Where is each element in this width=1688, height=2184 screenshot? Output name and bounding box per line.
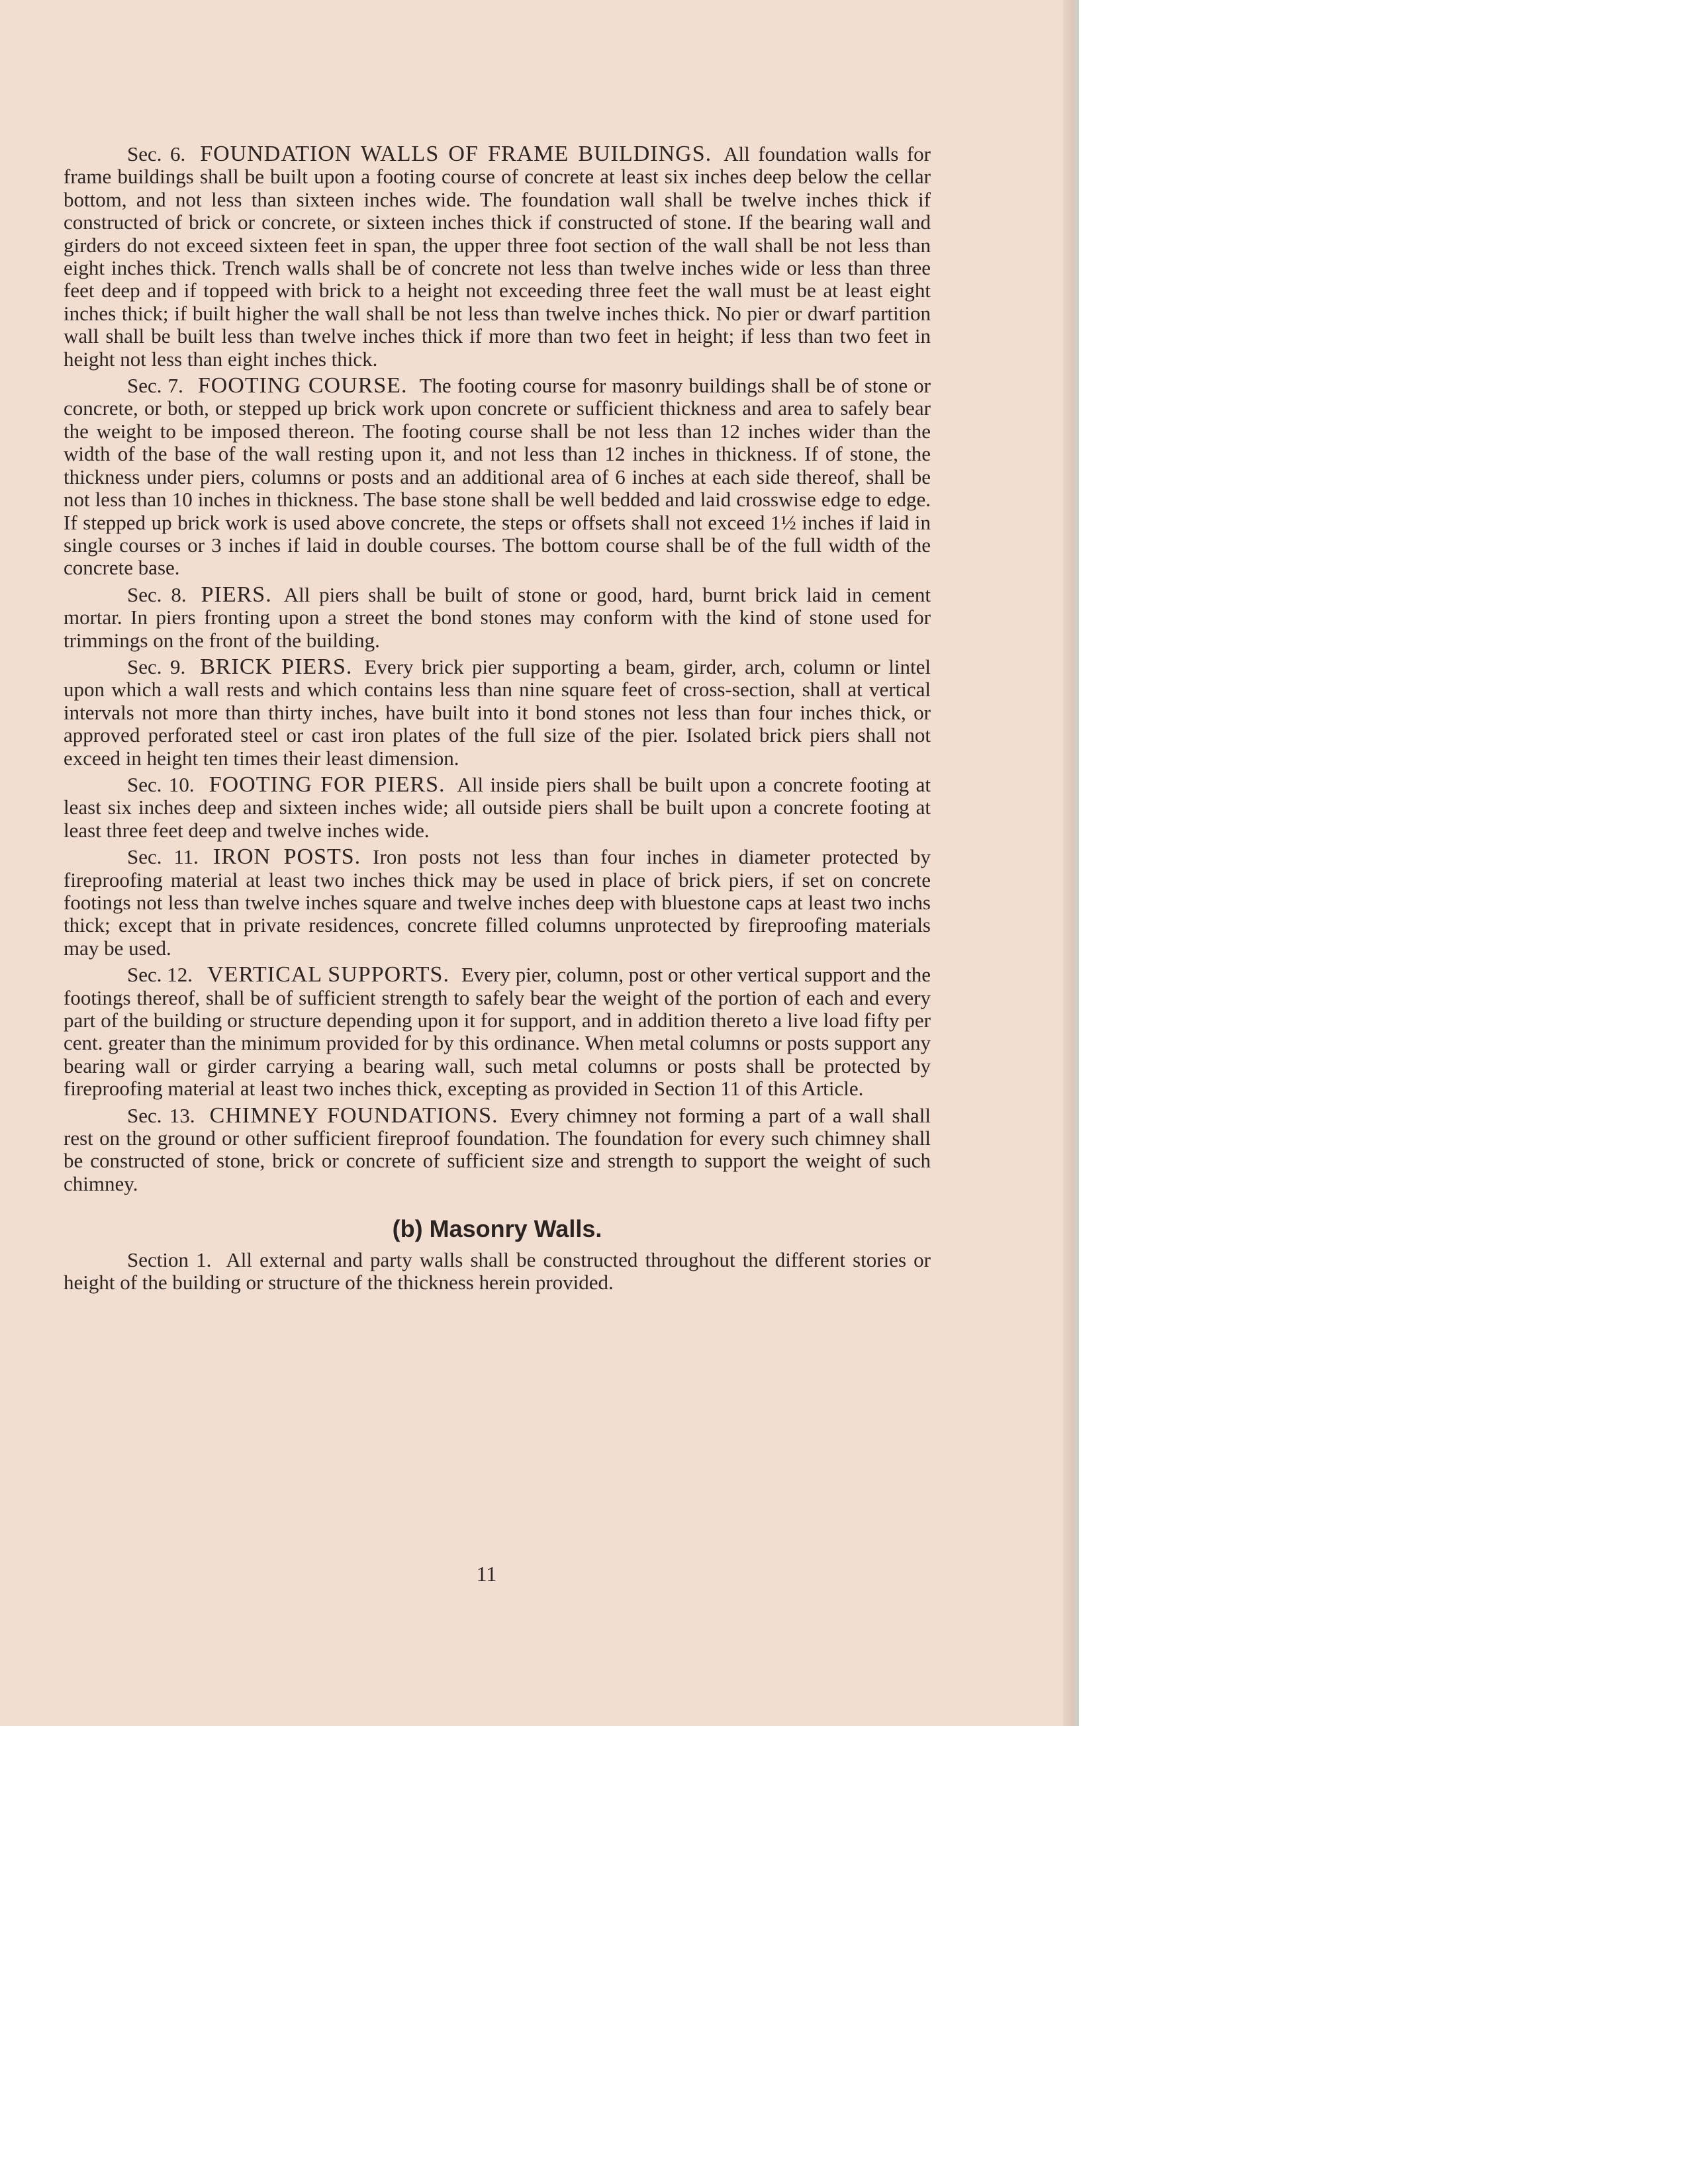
section-body: All external and party walls shall be constructed throughout the different stories or height of the building or structure of the thickness herein provided. (64, 1248, 931, 1295)
section-number: Sec. 13. (127, 1103, 195, 1127)
masonry-walls-heading: (b) Masonry Walls. (392, 1215, 602, 1243)
section-title: VERTICAL SUPPORTS. (207, 962, 449, 987)
section-paragraph (64, 375, 931, 580)
section-number: Sec. 8. (127, 582, 187, 606)
section-number: Sec. 9. (127, 655, 186, 678)
section-body: The footing course for masonry buildings shall be of stone or concrete, or both, or stepped up brick work upon concrete or sufficient thickness and area to safely bear the weight to be imposed thereon. The footing course shall be not less than 12 inches wider than the width of the base of the wall resting upon it, and not less than 12 inches in thickness. If of stone, the thickness under piers, columns or posts and an additional area of 6 inches at each side thereof, shall be not less than 10 inches in thickness. The base stone shall be well bedded and laid crosswise edge to edge. If stepped up brick work is used above concrete, the steps or offsets shall not exceed 1½ inches if laid in single courses or 3 inches if laid in double courses. The bottom course shall be of the full width of the concrete base. (64, 374, 931, 580)
section-paragraph (64, 143, 931, 371)
section-paragraph (64, 774, 931, 842)
section-title: IRON POSTS. (212, 844, 361, 870)
section-paragraph (64, 656, 931, 770)
section-number: Sec. 6. (127, 142, 186, 165)
section-paragraph (64, 964, 931, 1100)
section-number: Sec. 7. (127, 374, 183, 398)
section-number: Sec. 10. (127, 772, 195, 796)
section-paragraph (64, 1105, 931, 1196)
section-body: Every brick pier supporting a beam, girder, arch, column or lintel upon which a wall rests and which contains less than nine square feet of cross-section, shall at vertical intervals not more than thirty inches, have built into it bond stones not less than four inches thick, or approved perforated steel or cast iron plates of the full size of the pier. Isolated brick piers shall not exceed in height ten times their least dimension. (64, 655, 931, 770)
masonry-section-paragraph (64, 1249, 931, 1295)
section-body: Every pier, column, post or other vertical support and the footings thereof, shall be of sufficient strength to safely bear the weight of the portion of each and every part of the building or structure depending upon it for support, and in addition thereto a live load fifty per cent. greater than the minimum provided for by this ordinance. When metal columns or posts support any bearing wall or girder carrying a bearing wall, such metal columns or posts shall be protected by fireproofing material at least two inches thick, excepting as provided in Section 11 of this Article. (64, 963, 931, 1101)
section-body: Every chimney not forming a part of a wall shall rest on the ground or other sufficient fireproof foundation. The foundation for every such chimney shall be constructed of stone, brick or concrete of sufficient size and strength to support the weight of such chimney. (64, 1103, 931, 1195)
section-title: FOOTING COURSE. (197, 373, 408, 398)
section-number: Sec. 11. (127, 845, 199, 869)
section-body: All piers shall be built of stone or good, hard, burnt brick laid in cement mortar. In piers fronting upon a street the bond stones may conform with the kind of stone used for trimmings on the front of the building. (64, 582, 931, 652)
page-number: 11 (476, 1562, 497, 1586)
section-title: PIERS. (201, 582, 272, 607)
section-body: All inside piers shall be built upon a concrete footing at least six inches deep and sixteen inches wide; all outside piers shall be built upon a concrete footing at least three feet deep and twelve inches wide. (64, 772, 931, 842)
section-paragraph (64, 584, 931, 652)
section-title: CHIMNEY FOUNDATIONS. (209, 1103, 498, 1128)
section-number: Section 1. (127, 1248, 212, 1271)
section-title: FOOTING FOR PIERS. (209, 772, 445, 797)
page-spine-edge (1063, 0, 1079, 1726)
section-title: BRICK PIERS. (200, 654, 353, 679)
text-column (64, 143, 931, 1298)
section-paragraph (64, 846, 931, 960)
section-body: All foundation walls for frame buildings shall be built upon a footing course of concrete at least six inches deep below the cellar bottom, and not less than sixteen inches wide. The foundation wall shall be twelve inches thick if constructed of brick or concrete, or sixteen inches thick if constructed of stone. If the bearing wall and girders do not exceed sixteen feet in span, the upper three foot section of the wall shall be not less than eight inches thick. Trench walls shall be of concrete not less than twelve inches wide or less than three feet deep and if toppeed with brick to a height not exceeding three feet the wall must be at least eight inches thick; if built higher the wall shall be not less than twelve inches thick. No pier or dwarf partition wall shall be built less than twelve inches thick if more than two feet in height; if less than two feet in height not less than eight inches thick. (64, 142, 931, 371)
section-title: FOUNDATION WALLS OF FRAME BUILDINGS. (200, 142, 712, 166)
section-number: Sec. 12. (127, 963, 193, 987)
section-body: Iron posts not less than four inches in diameter protected by fireproofing material at least two inches thick may be used in place of brick piers, if set on concrete footings not less than twelve inches square and twelve inches deep with bluestone caps at least two inchs thick; except that in private residences, concrete filled columns unprotected by fireproofing materials may be used. (64, 845, 931, 960)
